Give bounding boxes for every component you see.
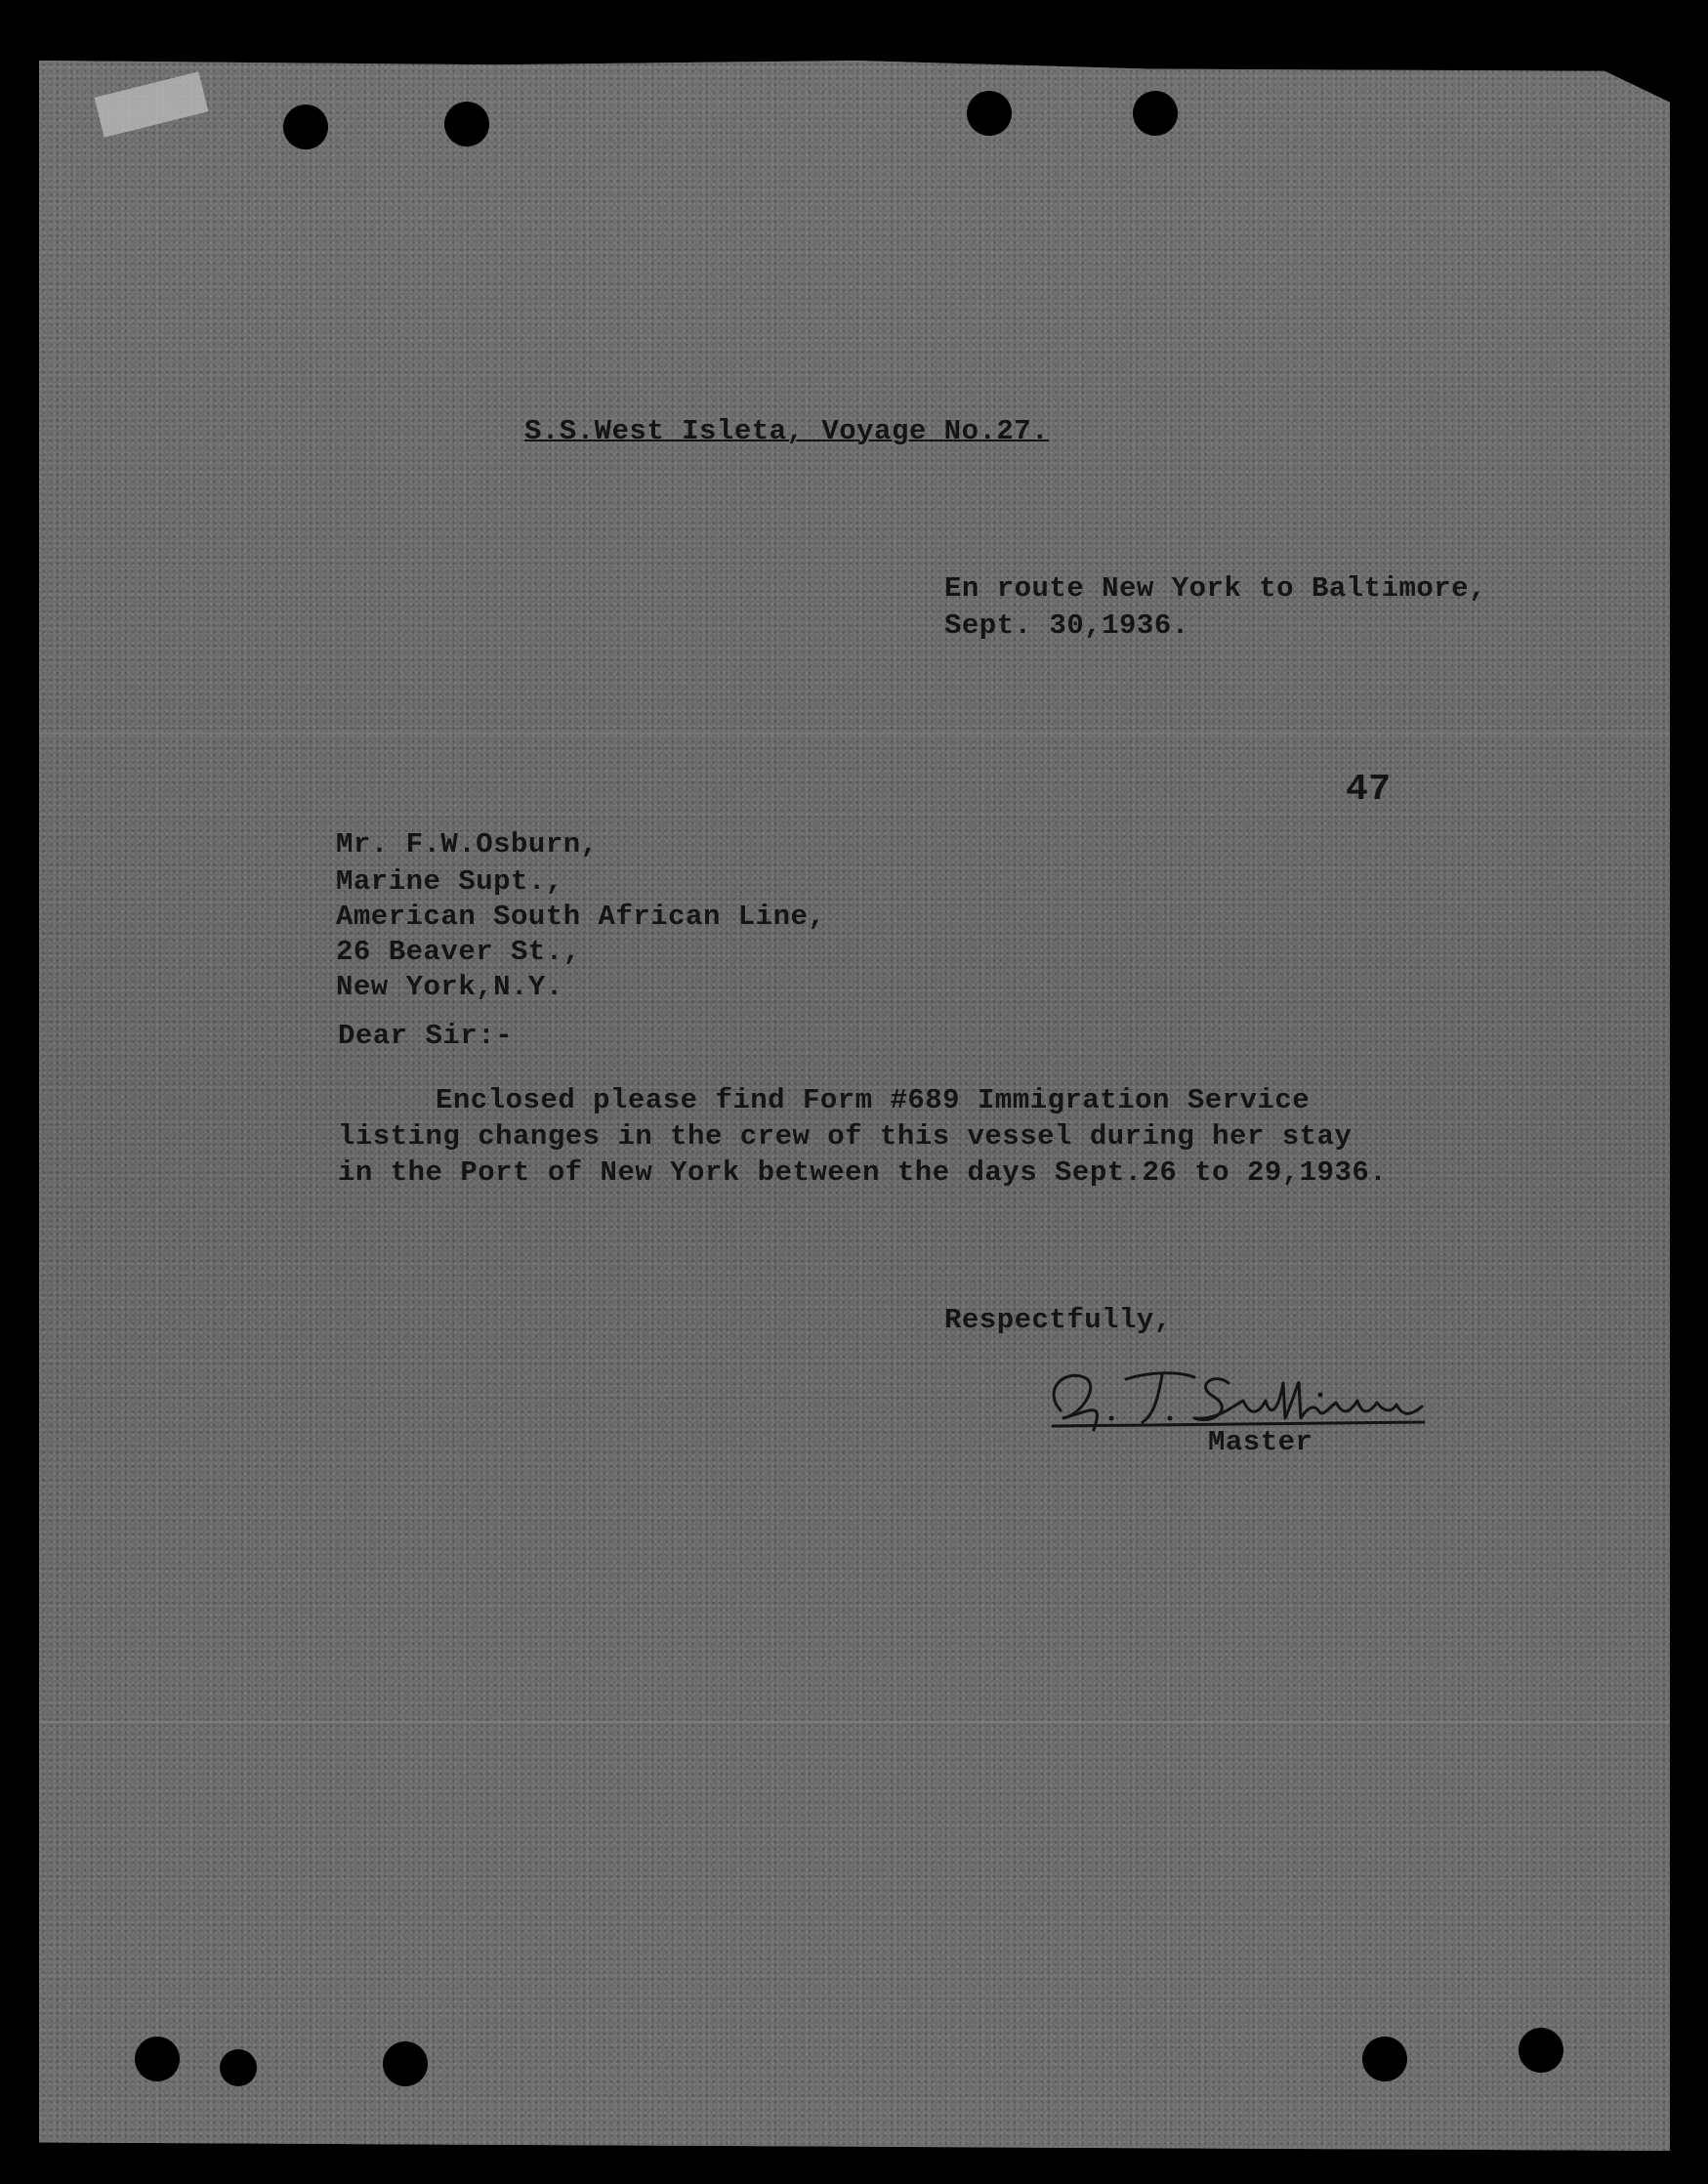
salutation: Dear Sir:-	[338, 1020, 514, 1052]
body-line: listing changes in the crew of this vessel during her stay	[338, 1120, 1353, 1153]
punch-hole	[283, 105, 328, 149]
punch-hole	[444, 102, 489, 147]
body-line: in the Port of New York between the days Sept.26 to 29,1936.	[338, 1156, 1388, 1189]
closing: Respectfully,	[944, 1304, 1172, 1336]
punch-hole	[1133, 91, 1178, 136]
punch-hole	[135, 2037, 180, 2081]
punch-hole	[1519, 2028, 1563, 2073]
punch-hole	[383, 2041, 428, 2086]
punch-hole	[220, 2049, 257, 2086]
body-line: Enclosed please find Form #689 Immigration Service	[436, 1084, 1311, 1116]
fold-crease-lower	[39, 1721, 1670, 1723]
recipient-line: American South African Line,	[336, 901, 826, 933]
recipient-line: New York,N.Y.	[336, 971, 563, 1003]
date-line: Sept. 30,1936.	[944, 609, 1189, 642]
punch-hole	[967, 91, 1012, 136]
fold-crease-upper	[39, 733, 1670, 735]
punch-hole	[1362, 2037, 1407, 2081]
signer-title: Master	[1208, 1426, 1313, 1458]
letter-heading: S.S.West Isleta, Voyage No.27.	[524, 415, 1050, 447]
recipient-line: Marine Supt.,	[336, 865, 563, 898]
recipient-line: Mr. F.W.Osburn,	[336, 828, 599, 861]
page-number: 47	[1346, 769, 1392, 811]
location-line: En route New York to Baltimore,	[944, 572, 1486, 605]
recipient-line: 26 Beaver St.,	[336, 936, 581, 968]
